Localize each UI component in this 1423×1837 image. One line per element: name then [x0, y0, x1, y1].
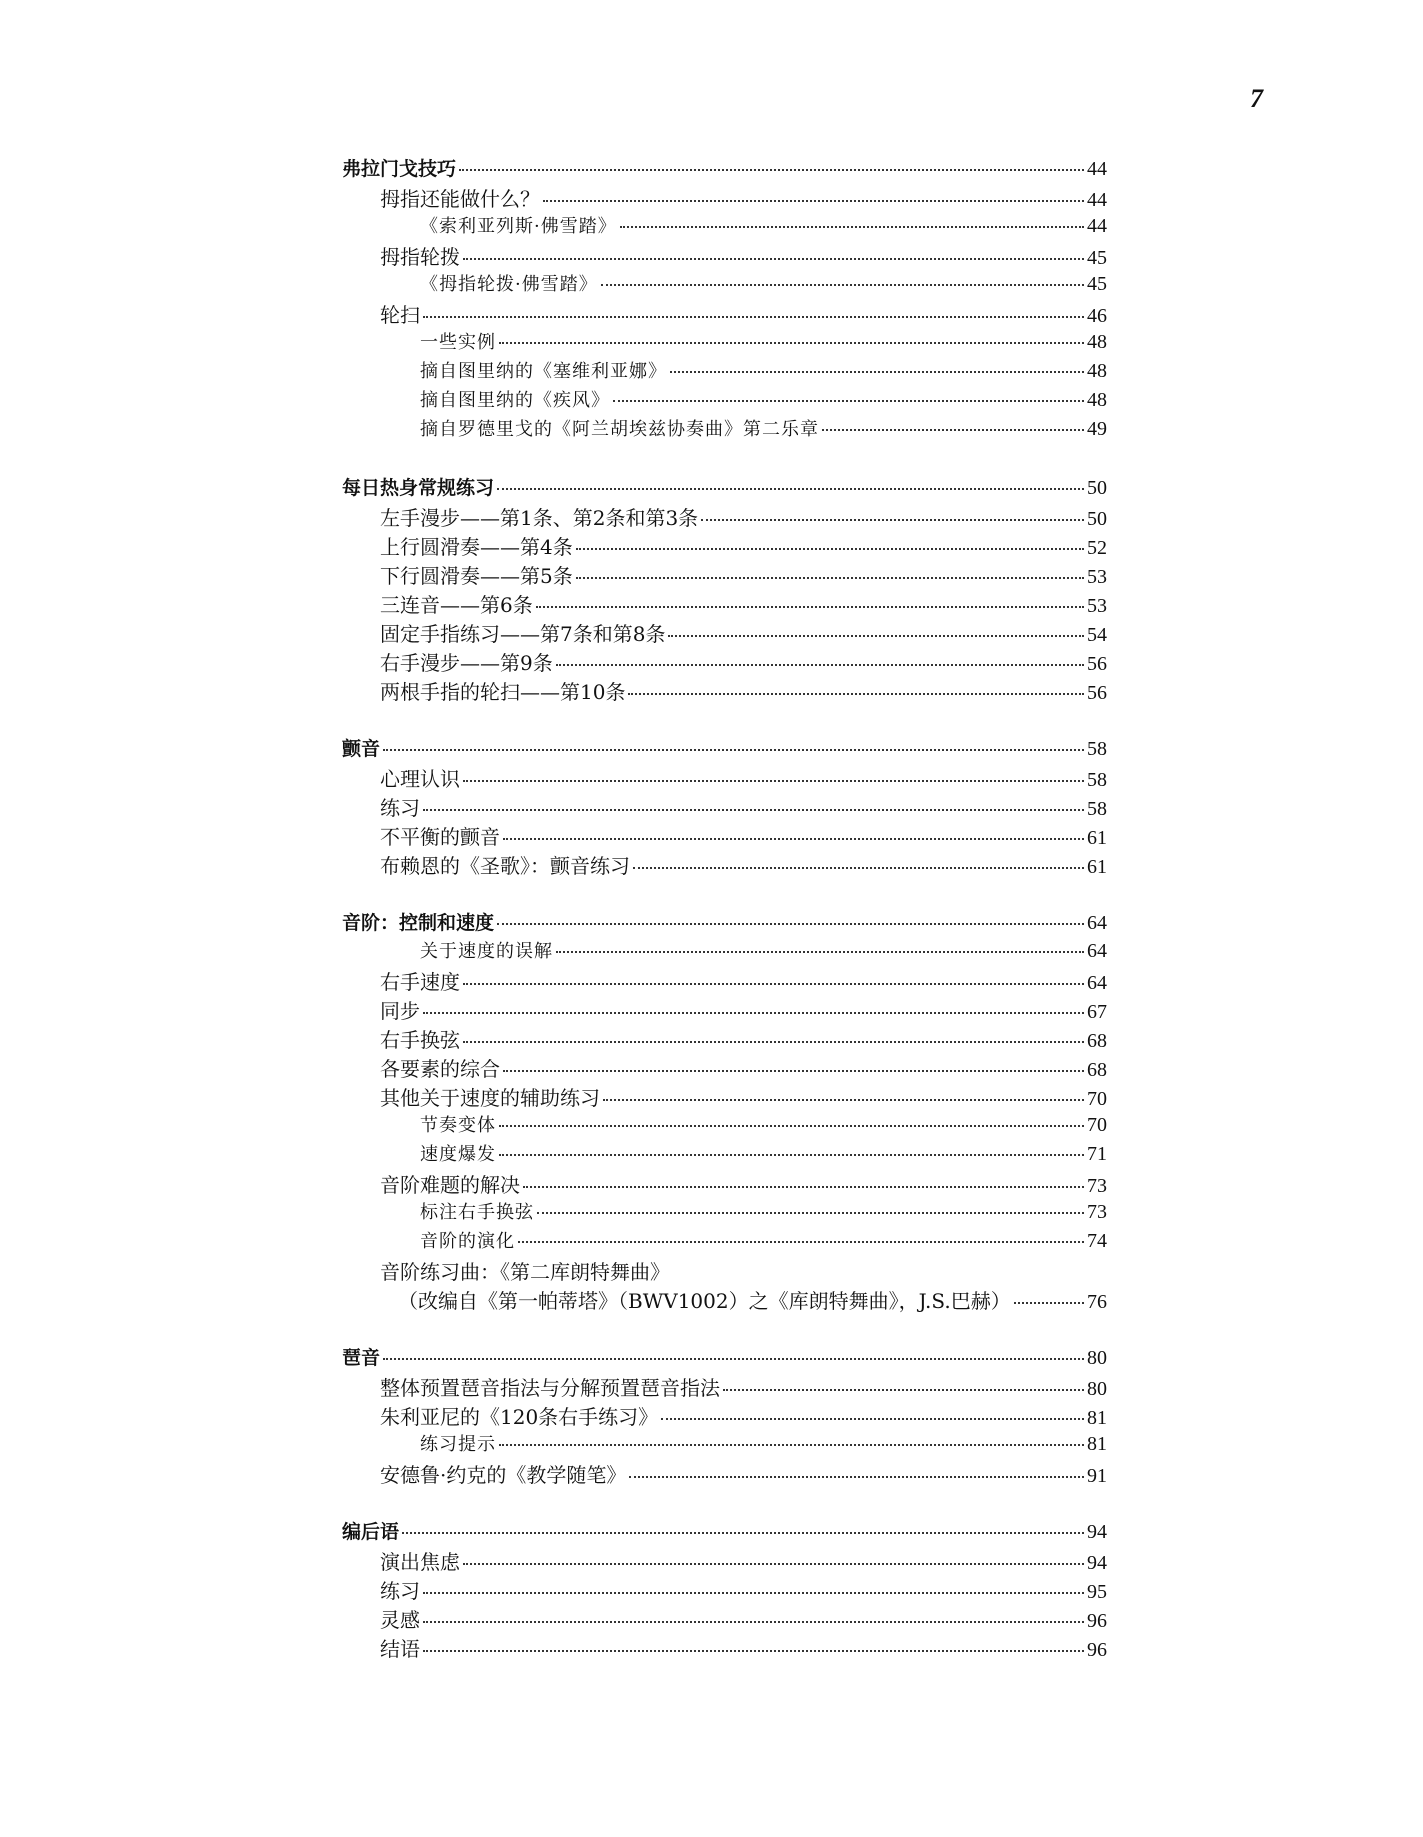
toc-chapter[interactable]	[342, 734, 1107, 763]
toc-entry-page: 45	[1087, 247, 1107, 269]
dot-leader	[463, 258, 1084, 260]
toc-entry-title: 音阶练习曲：《第二库朗特舞曲》	[380, 1260, 670, 1284]
dot-leader	[537, 1212, 1084, 1214]
toc-entry-title: 每日热身常规练习	[342, 477, 495, 499]
dot-leader	[543, 200, 1084, 202]
toc-entry-page: 64	[1087, 912, 1107, 934]
toc-entry-page: 53	[1087, 566, 1107, 588]
toc-entry-title: 《索利亚列斯·佛雪踏》	[420, 216, 617, 237]
toc-entry[interactable]	[342, 1401, 1107, 1430]
toc-entry-title: 音阶的演化	[420, 1231, 515, 1252]
toc-entry-page: 95	[1087, 1581, 1107, 1603]
dot-leader	[556, 951, 1084, 953]
dot-leader	[423, 316, 1084, 318]
toc-entry[interactable]	[342, 1256, 1107, 1285]
toc-entry-title: 三连音——第6条	[380, 593, 533, 617]
toc-entry-title: 标注右手换弦	[420, 1202, 534, 1223]
toc-entry-title: 拇指还能做什么？	[380, 187, 540, 211]
dot-leader	[423, 1650, 1084, 1652]
toc-entry-title: 弗拉门戈技巧	[342, 158, 457, 180]
dot-leader	[463, 1041, 1084, 1043]
toc-entry[interactable]	[342, 299, 1107, 328]
toc-entry[interactable]	[342, 183, 1107, 212]
toc-entry-page: 46	[1087, 305, 1107, 327]
toc-entry-page: 94	[1087, 1521, 1107, 1543]
toc-entry[interactable]	[342, 1024, 1107, 1053]
toc-entry-page: 44	[1087, 215, 1107, 237]
toc-entry[interactable]	[342, 1546, 1107, 1575]
toc-entry-title: 摘自罗德里戈的《阿兰胡埃兹协奏曲》第二乐章	[420, 419, 819, 440]
toc-entry-title: 不平衡的颤音	[380, 825, 500, 849]
toc-entry-page: 73	[1087, 1175, 1107, 1197]
toc-entry[interactable]	[342, 1198, 1107, 1227]
toc-entry[interactable]	[342, 618, 1107, 647]
dot-leader	[402, 1532, 1084, 1534]
toc-entry-title: 练习提示	[420, 1434, 496, 1455]
dot-leader	[576, 577, 1084, 579]
dot-leader	[1014, 1302, 1084, 1304]
toc-entry-page: 76	[1087, 1291, 1107, 1313]
toc-entry-title: 节奏变体	[420, 1115, 496, 1136]
toc-entry-title: 其他关于速度的辅助练习	[380, 1086, 600, 1110]
toc-entry-page: 74	[1087, 1230, 1107, 1252]
toc-entry[interactable]	[342, 995, 1107, 1024]
dot-leader	[523, 1186, 1084, 1188]
toc-entry[interactable]	[342, 1372, 1107, 1401]
toc-entry-page: 96	[1087, 1639, 1107, 1661]
toc-entry[interactable]	[342, 647, 1107, 676]
toc-entry-page: 58	[1087, 798, 1107, 820]
toc-entry[interactable]	[342, 1111, 1107, 1140]
toc-entry-title: 两根手指的轮扫——第10条	[380, 680, 626, 704]
toc-entry-page: 54	[1087, 624, 1107, 646]
toc-entry-page: 44	[1087, 158, 1107, 180]
toc-entry-title: 音阶：控制和速度	[342, 912, 495, 934]
toc-entry-page: 80	[1087, 1378, 1107, 1400]
toc-entry-page: 52	[1087, 537, 1107, 559]
dot-leader	[423, 1621, 1084, 1623]
table-of-contents	[342, 154, 1107, 1662]
toc-entry-page: 45	[1087, 273, 1107, 295]
dot-leader	[822, 429, 1084, 431]
toc-entry[interactable]	[342, 1053, 1107, 1082]
dot-leader	[629, 1476, 1084, 1478]
dot-leader	[556, 664, 1084, 666]
dot-leader	[613, 400, 1084, 402]
toc-entry-page: 56	[1087, 653, 1107, 675]
dot-leader	[463, 780, 1084, 782]
toc-entry-title: 同步	[380, 999, 420, 1023]
toc-entry-title: 布赖恩的《圣歌》：颤音练习	[380, 854, 630, 878]
toc-entry-page: 58	[1087, 769, 1107, 791]
dot-leader	[499, 1125, 1084, 1127]
dot-leader	[723, 1389, 1084, 1391]
dot-leader	[383, 1358, 1084, 1360]
toc-entry-page: 96	[1087, 1610, 1107, 1632]
toc-chapter[interactable]	[342, 473, 1107, 502]
toc-chapter[interactable]	[342, 1517, 1107, 1546]
toc-entry[interactable]	[342, 1604, 1107, 1633]
dot-leader	[628, 693, 1084, 695]
dot-leader	[497, 923, 1084, 925]
toc-entry-page: 70	[1087, 1114, 1107, 1136]
toc-entry-title: 上行圆滑奏——第4条	[380, 535, 573, 559]
toc-entry-title: 灵感	[380, 1608, 420, 1632]
toc-entry-title: 结语	[380, 1637, 420, 1661]
toc-entry-page: 64	[1087, 972, 1107, 994]
toc-entry[interactable]	[342, 589, 1107, 618]
dot-leader	[701, 519, 1084, 521]
dot-leader	[463, 1563, 1084, 1565]
toc-entry-title: 颤音	[342, 738, 381, 760]
toc-entry-page: 53	[1087, 595, 1107, 617]
dot-leader	[536, 606, 1084, 608]
toc-entry-title: 琶音	[342, 1347, 381, 1369]
dot-leader	[576, 548, 1084, 550]
toc-entry-page: 71	[1087, 1143, 1107, 1165]
toc-entry-page: 49	[1087, 418, 1107, 440]
toc-entry[interactable]	[342, 241, 1107, 270]
toc-entry-title: 固定手指练习——第7条和第8条	[380, 622, 666, 646]
toc-entry-title: 摘自图里纳的《塞维利亚娜》	[420, 361, 667, 382]
dot-leader	[620, 226, 1084, 228]
toc-entry-page: 81	[1087, 1407, 1107, 1429]
toc-entry-title: 右手速度	[380, 970, 460, 994]
dot-leader	[463, 983, 1084, 985]
dot-leader	[499, 1444, 1084, 1446]
toc-entry[interactable]	[342, 850, 1107, 879]
toc-entry-page: 67	[1087, 1001, 1107, 1023]
page-number: 7	[1250, 84, 1263, 113]
toc-entry-title: （改编自《第一帕蒂塔》（BWV1002）之《库朗特舞曲》，J.S.巴赫）	[398, 1289, 1011, 1313]
toc-entry[interactable]	[342, 1575, 1107, 1604]
toc-entry[interactable]	[342, 560, 1107, 589]
toc-entry-page: 50	[1087, 508, 1107, 530]
toc-entry-title: 一些实例	[420, 332, 496, 353]
dot-leader	[661, 1418, 1084, 1420]
toc-entry[interactable]	[342, 386, 1107, 415]
toc-entry-page: 50	[1087, 477, 1107, 499]
dot-leader	[499, 1154, 1084, 1156]
toc-entry-page: 61	[1087, 856, 1107, 878]
toc-entry[interactable]	[342, 212, 1107, 241]
toc-entry-page: 44	[1087, 189, 1107, 211]
toc-entry[interactable]	[342, 1140, 1107, 1169]
dot-leader	[423, 1012, 1084, 1014]
toc-entry[interactable]	[342, 415, 1107, 444]
dot-leader	[499, 342, 1084, 344]
toc-entry-page: 91	[1087, 1465, 1107, 1487]
toc-entry[interactable]	[342, 1169, 1107, 1198]
toc-entry[interactable]	[342, 966, 1107, 995]
toc-entry[interactable]	[342, 1459, 1107, 1488]
toc-entry-title: 编后语	[342, 1521, 400, 1543]
toc-entry-title: 摘自图里纳的《疾风》	[420, 390, 610, 411]
toc-entry-page: 68	[1087, 1030, 1107, 1052]
toc-entry[interactable]	[342, 937, 1107, 966]
toc-entry-title: 安德鲁·约克的《教学随笔》	[380, 1463, 627, 1487]
toc-entry-title: 演出焦虑	[380, 1550, 460, 1574]
toc-entry-title: 右手换弦	[380, 1028, 460, 1052]
toc-entry-page: 68	[1087, 1059, 1107, 1081]
toc-entry[interactable]	[342, 1633, 1107, 1662]
toc-entry-title: 右手漫步——第9条	[380, 651, 553, 675]
toc-entry-title: 左手漫步——第1条、第2条和第3条	[380, 506, 699, 530]
toc-entry[interactable]	[342, 531, 1107, 560]
toc-entry-title: 心理认识	[380, 767, 460, 791]
toc-entry[interactable]	[342, 792, 1107, 821]
toc-chapter[interactable]	[342, 1343, 1107, 1372]
toc-entry-title: 朱利亚尼的《120条右手练习》	[380, 1405, 659, 1429]
toc-entry-title: 下行圆滑奏——第5条	[380, 564, 573, 588]
dot-leader	[518, 1241, 1084, 1243]
toc-entry-page: 48	[1087, 331, 1107, 353]
toc-entry-title: 拇指轮拨	[380, 245, 460, 269]
toc-entry[interactable]	[342, 270, 1107, 299]
toc-entry[interactable]	[342, 328, 1107, 357]
toc-entry-page: 64	[1087, 940, 1107, 962]
toc-entry[interactable]	[342, 821, 1107, 850]
toc-entry[interactable]	[342, 763, 1107, 792]
toc-entry[interactable]	[342, 357, 1107, 386]
toc-entry-page: 73	[1087, 1201, 1107, 1223]
toc-entry-title: 关于速度的误解	[420, 941, 553, 962]
dot-leader	[423, 809, 1084, 811]
toc-chapter[interactable]	[342, 908, 1107, 937]
toc-entry-title: 练习	[380, 796, 420, 820]
toc-entry-title: 速度爆发	[420, 1144, 496, 1165]
toc-entry-page: 80	[1087, 1347, 1107, 1369]
toc-entry-title: 整体预置琶音指法与分解预置琶音指法	[380, 1376, 720, 1400]
toc-entry[interactable]	[342, 676, 1107, 705]
toc-entry-title: 练习	[380, 1579, 420, 1603]
toc-entry[interactable]	[342, 1227, 1107, 1256]
dot-leader	[670, 371, 1084, 373]
toc-entry-title: 音阶难题的解决	[380, 1173, 520, 1197]
toc-entry[interactable]	[342, 1430, 1107, 1459]
toc-entry-page: 61	[1087, 827, 1107, 849]
dot-leader	[668, 635, 1084, 637]
toc-chapter[interactable]	[342, 154, 1107, 183]
toc-entry-title: 轮扫	[380, 303, 420, 327]
toc-entry[interactable]	[342, 1285, 1107, 1314]
dot-leader	[497, 488, 1084, 490]
toc-entry-page: 56	[1087, 682, 1107, 704]
dot-leader	[601, 284, 1084, 286]
dot-leader	[633, 867, 1084, 869]
toc-entry-title: 各要素的综合	[380, 1057, 500, 1081]
toc-entry-page: 48	[1087, 360, 1107, 382]
toc-entry-title: 《拇指轮拨·佛雪踏》	[420, 274, 598, 295]
toc-entry-page: 58	[1087, 738, 1107, 760]
toc-entry[interactable]	[342, 1082, 1107, 1111]
dot-leader	[503, 838, 1084, 840]
toc-entry-page: 48	[1087, 389, 1107, 411]
dot-leader	[503, 1070, 1084, 1072]
dot-leader	[603, 1099, 1084, 1101]
dot-leader	[383, 749, 1084, 751]
dot-leader	[423, 1592, 1084, 1594]
toc-entry-page: 70	[1087, 1088, 1107, 1110]
toc-entry-page: 81	[1087, 1433, 1107, 1455]
toc-entry-page: 94	[1087, 1552, 1107, 1574]
dot-leader	[459, 169, 1084, 171]
toc-entry[interactable]	[342, 502, 1107, 531]
